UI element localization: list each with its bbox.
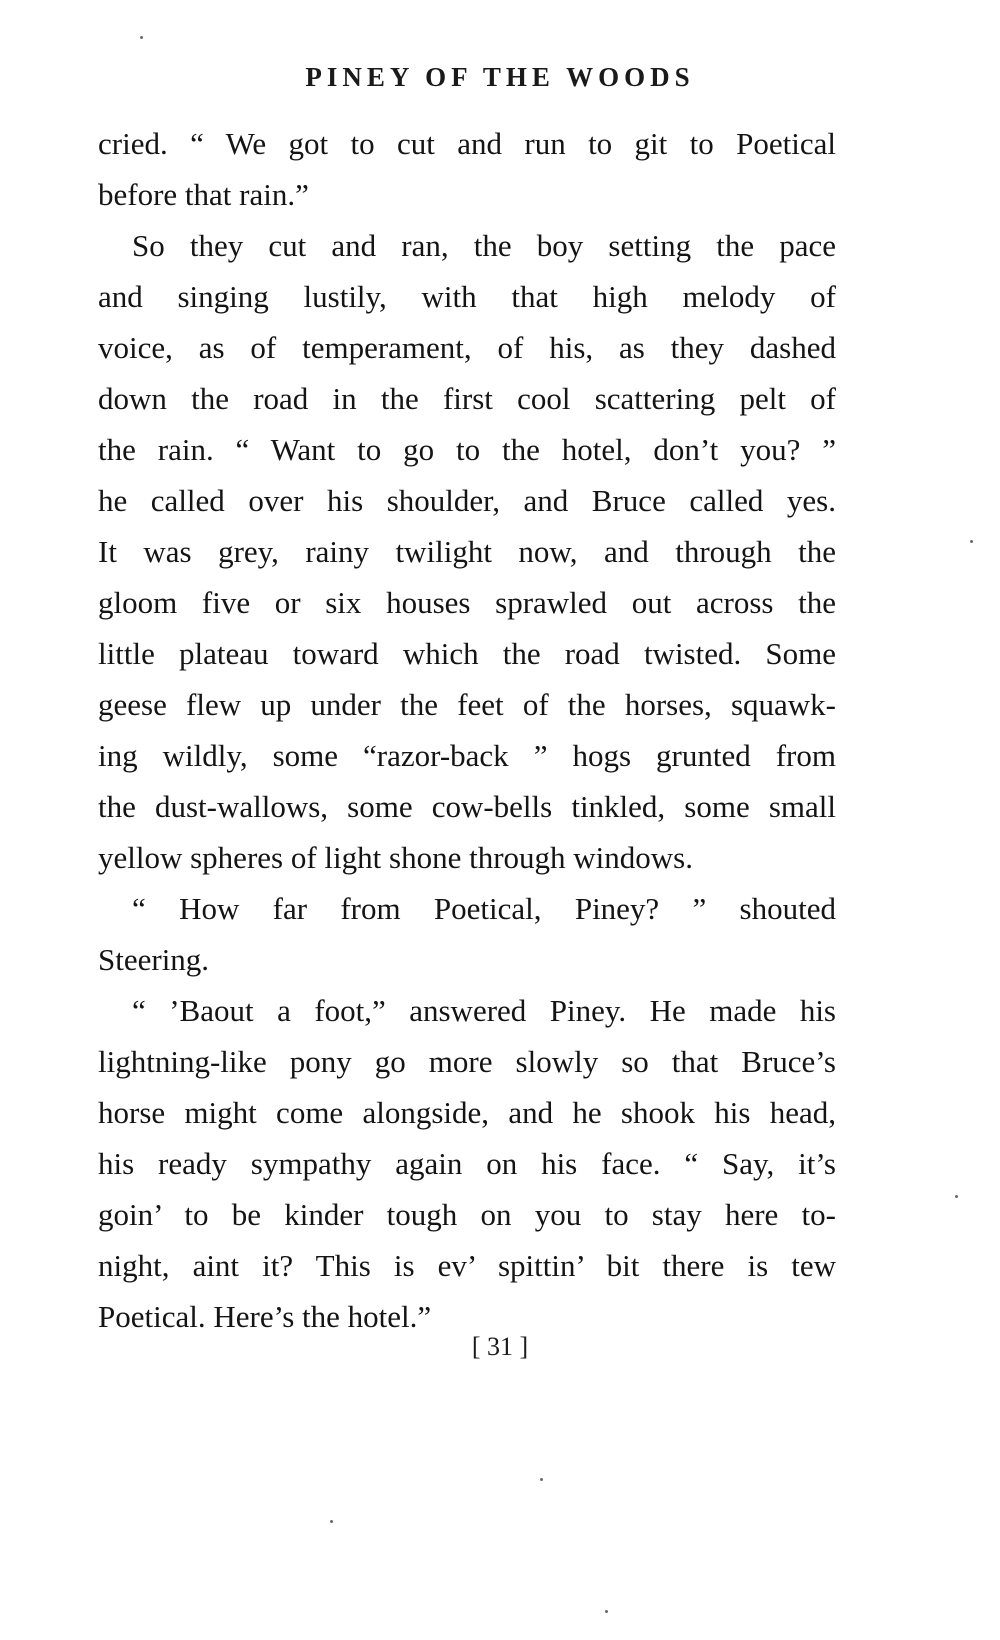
paper-speck [970, 540, 973, 543]
text-line: the dust-wallows, some cow-bells tinkled, some small [98, 789, 836, 824]
text-line: his ready sympathy again on his face. “ Say, it’s [98, 1146, 836, 1181]
text-line: “ ’Baout a foot,” answered Piney. He made his [132, 993, 836, 1028]
text-line: yellow spheres of light shone through windows. [98, 840, 693, 875]
text-line: the rain. “ Want to go to the hotel, don’t you? ” [98, 432, 836, 467]
paper-speck [540, 1478, 543, 1481]
text-line: cried. “ We got to cut and run to git to Poetical [98, 126, 836, 161]
text-line: geese flew up under the feet of the horses, squawk- [98, 687, 836, 722]
text-line: So they cut and ran, the boy setting the pace [132, 228, 836, 263]
paper-speck [140, 36, 143, 39]
text-line: night, aint it? This is ev’ spittin’ bit there is tew [98, 1248, 836, 1283]
text-line: Steering. [98, 942, 210, 977]
running-title: PINEY OF THE WOODS [305, 62, 695, 92]
text-line: he called over his shoulder, and Bruce called yes. [98, 483, 836, 518]
text-line: Poetical. Here’s the hotel.” [98, 1299, 432, 1334]
text-line: “ How far from Poetical, Piney? ” shouted [132, 891, 836, 926]
text-line: horse might come alongside, and he shook his head, [98, 1095, 836, 1130]
text-line: It was grey, rainy twilight now, and through the [98, 534, 836, 569]
text-line: down the road in the first cool scattering pelt of [98, 381, 836, 416]
text-line: and singing lustily, with that high melody of [98, 279, 836, 314]
paper-speck [605, 1610, 608, 1613]
text-line: gloom five or six houses sprawled out across the [98, 585, 836, 620]
text-line: lightning-like pony go more slowly so that Bruce’s [98, 1044, 836, 1079]
page-number: [ 31 ] [471, 1332, 529, 1361]
text-line: little plateau toward which the road twisted. Some [98, 636, 836, 671]
paper-speck [955, 1195, 958, 1198]
body-text [98, 118, 836, 1342]
text-line: voice, as of temperament, of his, as they dashed [98, 330, 836, 365]
text-line: before that rain.” [98, 177, 309, 212]
text-line: ing wildly, some “razor-back ” hogs grunted from [98, 738, 836, 773]
paper-speck [330, 1520, 333, 1523]
text-line: goin’ to be kinder tough on you to stay here to- [98, 1197, 836, 1232]
